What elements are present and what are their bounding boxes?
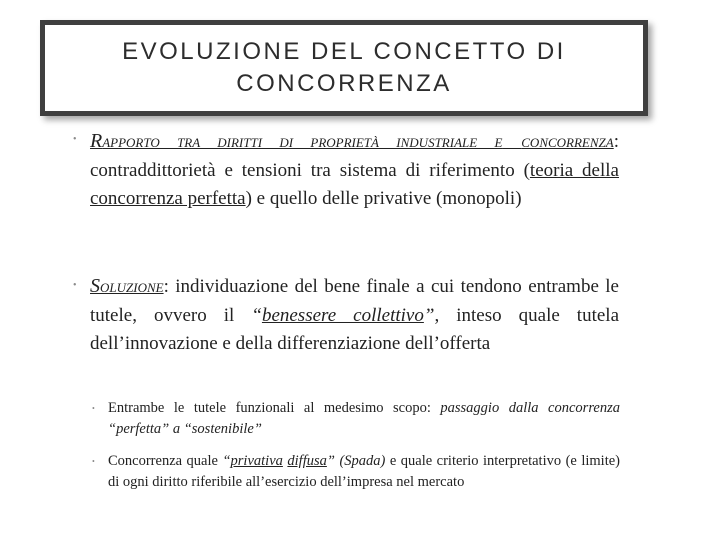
bullet-1-text: RAPPORTO TRA DIRITTI DI PROPRIETÀ INDUSTRIALE E CONCORRENZA: contraddittorietà e tensioni tra sistema di riferimento (teoria della concorrenza perfetta) e quello delle privative (monopoli) <box>90 130 620 209</box>
sub-bullet-2-dot: • <box>92 457 95 466</box>
bullet-2-quoted-phrase: “benessere collettivo” <box>251 305 435 326</box>
title-box <box>40 20 648 116</box>
slide-title-line-1: EVOLUZIONE DEL CONCETTO DI <box>122 38 566 65</box>
bullet-2-text: SOLUZIONE: individuazione del bene finale a cui tendono entrambe le tutele, ovvero il “benessere collettivo”, inteso quale tutela dell’innovazione e della differenziazione dell’offerta <box>90 275 620 354</box>
slide-title-line-2: CONCORRENZA <box>236 70 452 97</box>
sub-bullet-1-dot: • <box>92 404 95 413</box>
sub-bullet-2-quoted-phrase: “privativa diffusa” (Spada) <box>222 453 386 469</box>
bullet-2-dot: • <box>73 280 77 291</box>
bullet-1-dot: • <box>73 134 77 145</box>
sub-bullet-1-text: Entrambe le tutele funzionali al medesimo scopo: passaggio dalla concorrenza “perfetta” a “sostenibile” <box>108 400 620 437</box>
bullet-1-heading: RAPPORTO TRA DIRITTI DI PROPRIETÀ INDUSTRIALE E CONCORRENZA <box>90 130 614 152</box>
bullet-1-underlined-phrase: teoria della concorrenza perfetta <box>90 160 619 209</box>
sub-bullet-2-text: Concorrenza quale “privativa diffusa” (Spada) e quale criterio interpretativo (e limite) di ogni diritto riferibile all’esercizio dell’impresa nel mercato <box>108 453 621 490</box>
bullet-2-heading: SOLUZIONE <box>90 275 164 297</box>
